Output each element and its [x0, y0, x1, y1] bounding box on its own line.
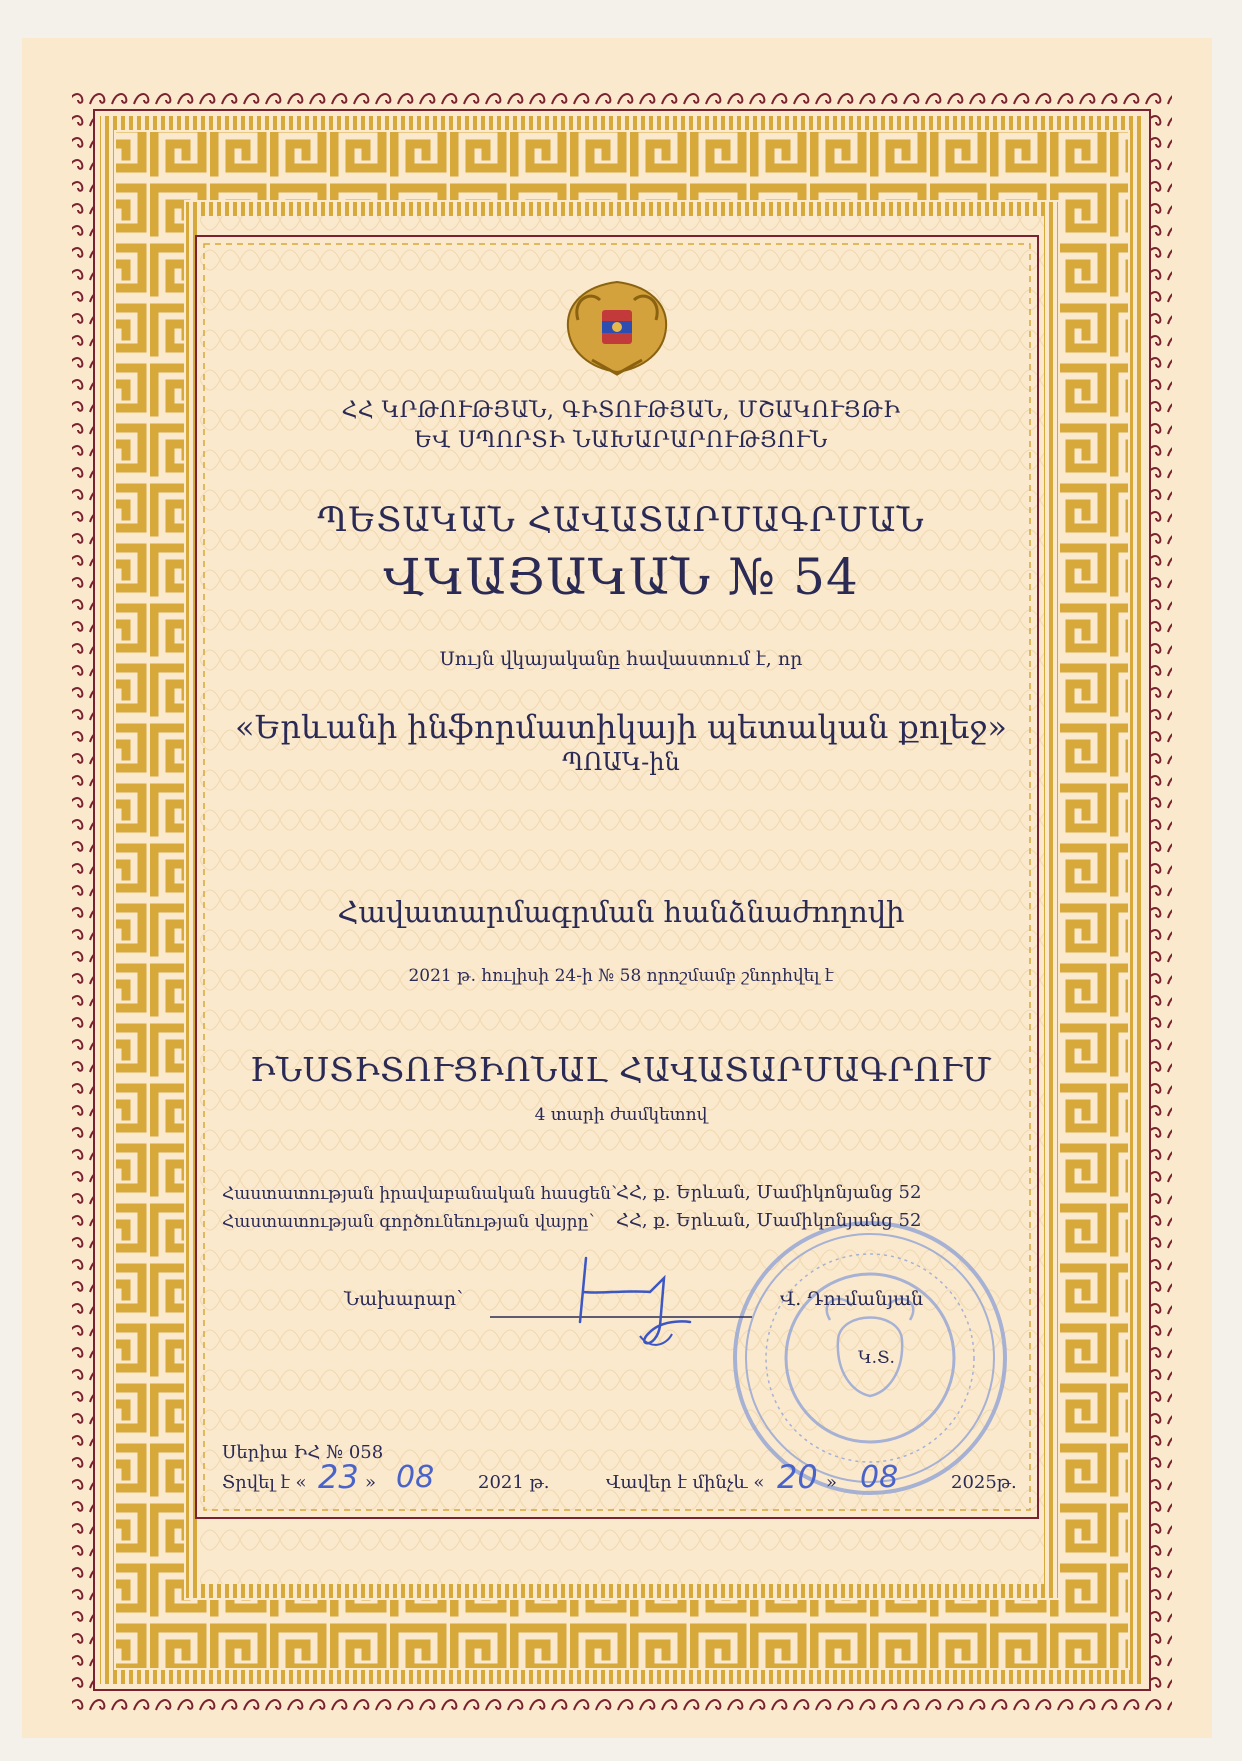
activity-address-label: Հաստատության գործունեության վայրը՝ [222, 1212, 595, 1232]
accreditation-type: ԻՆՍՏԻՏՈՒՑԻՈՆԱԼ ՀԱՎԱՏԱՐՄԱԳՐՈՒՄ [249, 1050, 993, 1089]
institution-name: «Երևանի ինֆորմատիկայի պետական քոլեջ» [235, 708, 1007, 746]
series-number: Սերիա ԻՀ № 058 [222, 1442, 384, 1463]
valid-month: 08 [860, 1460, 899, 1495]
stamp-place: Կ.Տ. [858, 1348, 895, 1368]
certificate-number: ՎԿԱՅԱԿԱՆ № 54 [383, 548, 859, 606]
legal-address-label: Հաստատության իրավաբանական հասցեն՝ [222, 1184, 618, 1204]
institution-type: ՊՈԱԿ-ին [562, 748, 680, 776]
accreditation-term: 4 տարի ժամկետով [534, 1105, 708, 1125]
activity-address-value: ՀՀ, ք. Երևան, Մամիկոնյանց 52 [616, 1210, 922, 1231]
commission-text: Հավատարմագրման հանձնաժողովի [337, 895, 905, 929]
certificate-title: ՊԵՏԱԿԱՆ ՀԱՎԱՏԱՐՄԱԳՐՄԱՆ [317, 500, 925, 540]
valid-year: 2025թ. [951, 1472, 1017, 1493]
issued-year: 2021 թ. [478, 1472, 550, 1493]
issued-label: Տրվել է « [222, 1472, 307, 1493]
valid-quote-close: » [826, 1472, 838, 1493]
issued-quote-close: » [365, 1472, 377, 1493]
signatory-name: Վ. Դումանյան [780, 1288, 924, 1310]
legal-address-value: ՀՀ, ք. Երևան, Մամիկոնյանց 52 [616, 1182, 922, 1203]
issued-month: 08 [396, 1460, 435, 1495]
valid-until-label: Վավեր է մինչև « [606, 1472, 765, 1493]
signatory-role: Նախարար՝ [344, 1288, 464, 1310]
decision-text: 2021 թ. հուլիսի 24-ի № 58 որոշմամբ շնորհվել է [408, 966, 834, 986]
valid-day: 20 [777, 1458, 818, 1496]
ministry-line-1: ՀՀ ԿՐԹՈՒԹՅԱՆ, ԳԻՏՈՒԹՅԱՆ, ՄՇԱԿՈՒՅԹԻ [341, 398, 901, 423]
ministry-line-2: ԵՎ ՍՊՈՐՏԻ ՆԱԽԱՐԱՐՈՒԹՅՈՒՆ [414, 428, 828, 453]
issued-day: 23 [318, 1458, 359, 1496]
certifies-text: Սույն վկայականը հավաստում է, որ [439, 648, 803, 670]
